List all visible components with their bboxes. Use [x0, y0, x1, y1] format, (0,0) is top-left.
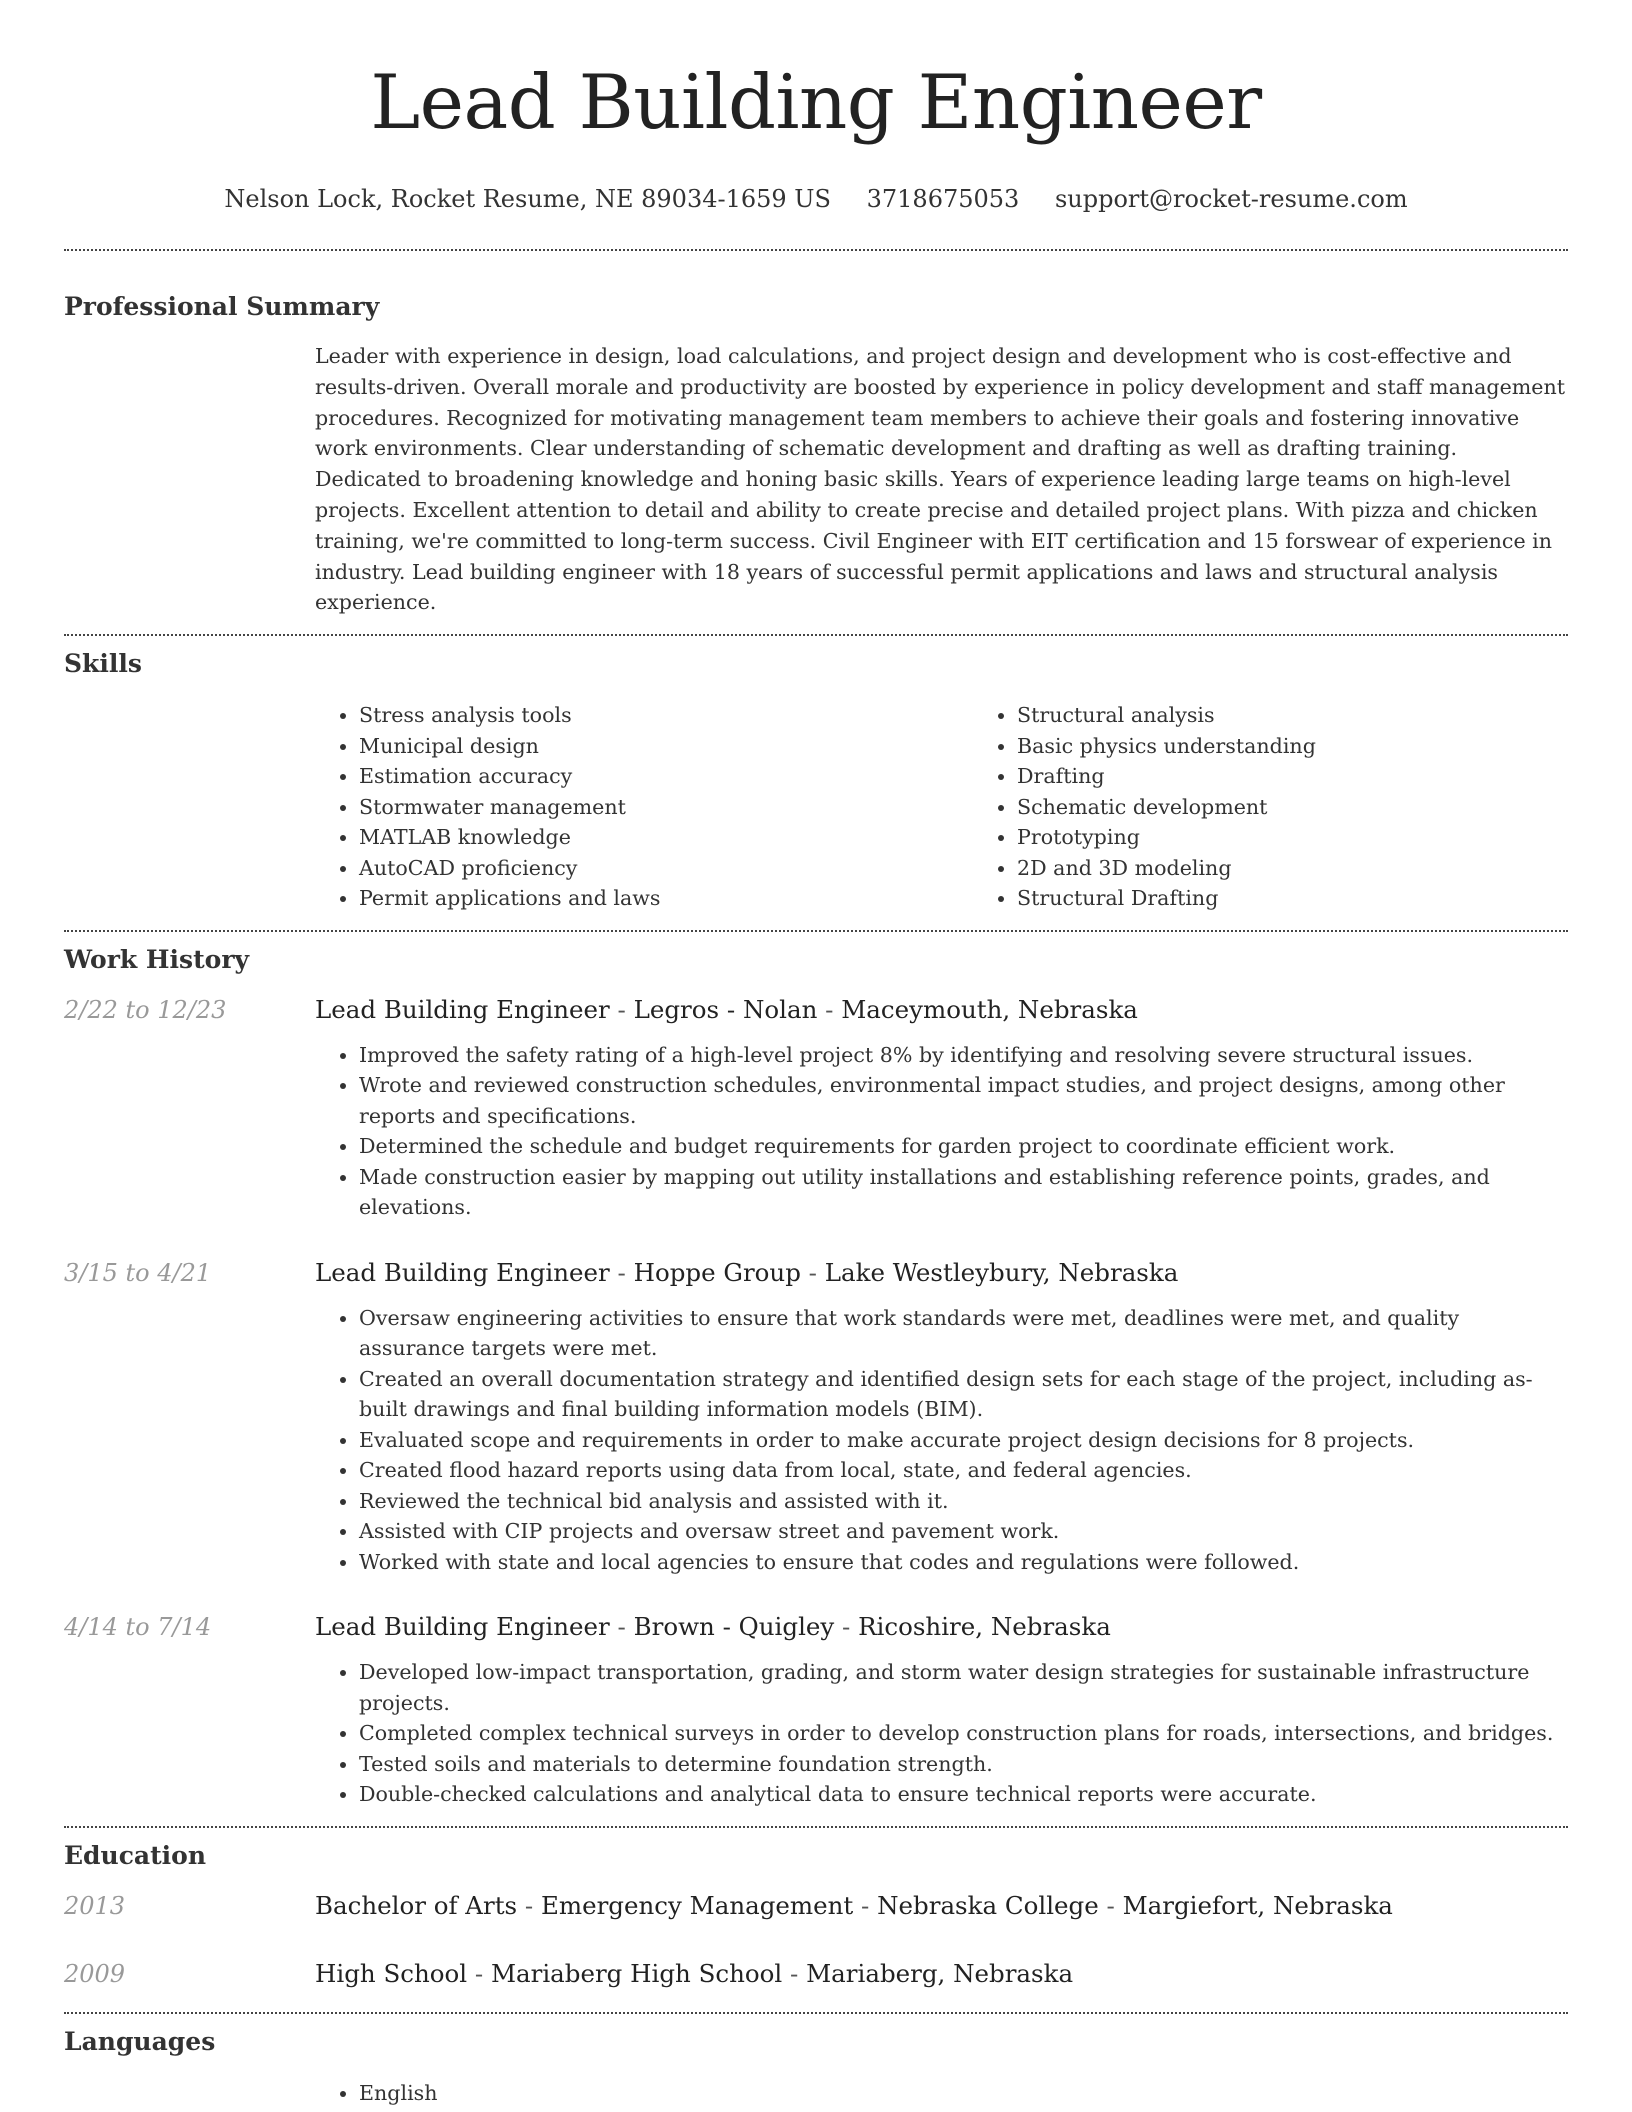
job-bullet: • Developed low-impact transportation, grading, and storm water design strategies for sustainable infrastructure projects. — [359, 1657, 1568, 1718]
skill-item: • Estimation accuracy — [359, 761, 973, 792]
job-bullet: • Worked with state and local agencies to ensure that codes and regulations were followed. — [359, 1547, 1568, 1578]
skill-item: • Prototyping — [1017, 822, 1631, 853]
job-bullet: • Double-checked calculations and analytical data to ensure technical reports were accurate. — [359, 1779, 1568, 1810]
job-bullet: • Tested soils and materials to determine foundation strength. — [359, 1749, 1568, 1780]
job-dates: 4/14 to 7/14 — [64, 1613, 212, 1642]
skill-item: • Structural analysis — [1017, 700, 1631, 731]
skill-item: • Municipal design — [359, 731, 973, 762]
skill-item: • Stormwater management — [359, 792, 973, 823]
job-title — [315, 994, 1568, 1026]
resume-header — [64, 0, 1568, 214]
job-location: Lake Westleybury, Nebraska — [824, 1257, 1179, 1287]
job-bullet: • Oversaw engineering activities to ensure that work standards were met, deadlines were met, and quality assurance targets were met. — [359, 1303, 1568, 1364]
job-entry — [64, 994, 1568, 1223]
job-bullets-row — [64, 1040, 1568, 1223]
education-section — [64, 1828, 1568, 1990]
job-title — [315, 1611, 1568, 1643]
job-dates: 2/22 to 12/23 — [64, 995, 227, 1024]
title-separator: - — [853, 1890, 878, 1920]
job-bullet: • Completed complex technical surveys in order to develop construction plans for roads, intersections, and bridges. — [359, 1718, 1568, 1749]
job-list — [64, 994, 1568, 1810]
language-item: • English — [359, 2078, 1568, 2109]
job-location: Maceymouth, Nebraska — [841, 994, 1138, 1024]
job-company: Legros - Nolan — [633, 994, 818, 1024]
education-year: 2009 — [64, 1959, 126, 1988]
skill-item: • AutoCAD proficiency — [359, 853, 973, 884]
job-header-row — [64, 994, 1568, 1026]
job-title — [315, 1257, 1568, 1289]
job-header-row — [64, 1611, 1568, 1643]
summary-title: Professional Summary — [64, 292, 380, 321]
title-separator: - — [609, 994, 634, 1024]
job-bullets — [315, 1657, 1568, 1810]
work-section — [64, 932, 1568, 1810]
skills-title: Skills — [64, 649, 142, 679]
title-separator: - — [817, 994, 842, 1024]
job-bullets-row — [64, 1657, 1568, 1810]
education-title: Education — [64, 1840, 207, 1870]
job-bullet: • Reviewed the technical bid analysis and assisted with it. — [359, 1486, 1568, 1517]
languages-title: Languages — [64, 2026, 216, 2056]
job-bullet: • Improved the safety rating of a high-level project 8% by identifying and resolving severe structural issues. — [359, 1040, 1568, 1071]
title-separator: - — [609, 1612, 634, 1642]
job-company: Brown - Quigley — [633, 1612, 835, 1642]
skill-item: • Basic physics understanding — [1017, 731, 1631, 762]
job-entry — [64, 1257, 1568, 1578]
education-field: Emergency Management — [540, 1890, 854, 1920]
education-title — [315, 1958, 1568, 1990]
contact-phone: 3718675053 — [866, 185, 1020, 213]
skill-item: • Drafting — [1017, 761, 1631, 792]
contact-email: support@rocket-resume.com — [1054, 185, 1408, 213]
education-location: Mariaberg, Nebraska — [806, 1958, 1074, 1988]
skill-item: • Structural Drafting — [1017, 883, 1631, 914]
skill-item: • Permit applications and laws — [359, 883, 973, 914]
skill-item: • Schematic development — [1017, 792, 1631, 823]
job-dates: 3/15 to 4/21 — [64, 1258, 212, 1287]
education-school: Nebraska College — [877, 1890, 1099, 1920]
languages-section — [64, 2014, 1568, 2109]
skill-item: • 2D and 3D modeling — [1017, 853, 1631, 884]
job-bullet: • Evaluated scope and requirements in order to make accurate project design decisions for 8 projects. — [359, 1425, 1568, 1456]
job-bullet: • Determined the schedule and budget requirements for garden project to coordinate efficient work. — [359, 1131, 1568, 1162]
skill-item: • Stress analysis tools — [359, 700, 973, 731]
education-school: Mariaberg High School — [490, 1958, 783, 1988]
title-separator: - — [517, 1890, 541, 1920]
education-degree: Bachelor of Arts — [315, 1890, 518, 1920]
resume-name: Lead Building Engineer — [370, 58, 1262, 146]
job-bullet: • Made construction easier by mapping out utility installations and establishing reference points, grades, and elevations. — [359, 1162, 1568, 1223]
title-separator: - — [800, 1257, 825, 1287]
education-degree: High School — [315, 1958, 468, 1988]
work-title: Work History — [64, 944, 250, 974]
education-year: 2013 — [64, 1891, 126, 1920]
education-list — [64, 1890, 1568, 1990]
job-bullet: • Wrote and reviewed construction schedules, environmental impact studies, and project designs, among other reports and specifications. — [359, 1070, 1568, 1131]
job-role: Lead Building Engineer — [315, 994, 610, 1024]
title-separator: - — [834, 1612, 859, 1642]
skills-section — [64, 636, 1568, 914]
job-bullets — [315, 1303, 1568, 1578]
summary-section — [64, 251, 1568, 618]
job-company: Hoppe Group — [633, 1257, 801, 1287]
job-bullets — [315, 1040, 1568, 1223]
contact-line — [64, 184, 1568, 214]
job-bullets-row — [64, 1303, 1568, 1578]
title-separator: - — [1098, 1890, 1123, 1920]
title-separator: - — [609, 1257, 634, 1287]
skill-item: • MATLAB knowledge — [359, 822, 973, 853]
job-header-row — [64, 1257, 1568, 1289]
job-bullet: • Created flood hazard reports using data from local, state, and federal agencies. — [359, 1455, 1568, 1486]
summary-text: Leader with experience in design, load calculations, and project design and development who is cost-effective and results-driven. Overall morale and productivity are boosted by experience in policy development and staff management procedures. Recognized for motivating management team members to achieve their goals and fostering innovative work environments. Clear understanding of schematic development and drafting as well as drafting training. Dedicated to broadening knowledge and honing basic skills. Years of experience leading large teams on high-level projects. Excellent attention to detail and ability to create precise and detailed project plans. With pizza and chicken training, we're committed to long-term success. Civil Engineer with EIT certification and 15 forswear of experience in industry. Lead building engineer with 18 years of successful permit applications and laws and structural analysis experience. — [315, 344, 1566, 615]
languages-list — [315, 2078, 1568, 2109]
job-bullet: • Assisted with CIP projects and oversaw street and pavement work. — [359, 1516, 1568, 1547]
title-separator: - — [467, 1958, 491, 1988]
education-entry — [64, 1958, 1568, 1990]
education-title — [315, 1890, 1568, 1922]
education-entry — [64, 1890, 1568, 1922]
job-location: Ricoshire, Nebraska — [858, 1612, 1111, 1642]
education-location: Margiefort, Nebraska — [1122, 1890, 1393, 1920]
job-entry — [64, 1611, 1568, 1810]
skills-list-left — [315, 700, 973, 914]
skills-list-right — [973, 700, 1631, 914]
title-separator: - — [782, 1958, 807, 1988]
job-role: Lead Building Engineer — [315, 1257, 610, 1287]
job-role: Lead Building Engineer — [315, 1612, 610, 1642]
job-bullet: • Created an overall documentation strategy and identified design sets for each stage of the project, including as-built drawings and final building information models (BIM). — [359, 1364, 1568, 1425]
contact-address: Nelson Lock, Rocket Resume, NE 89034-1659 US — [224, 185, 831, 213]
